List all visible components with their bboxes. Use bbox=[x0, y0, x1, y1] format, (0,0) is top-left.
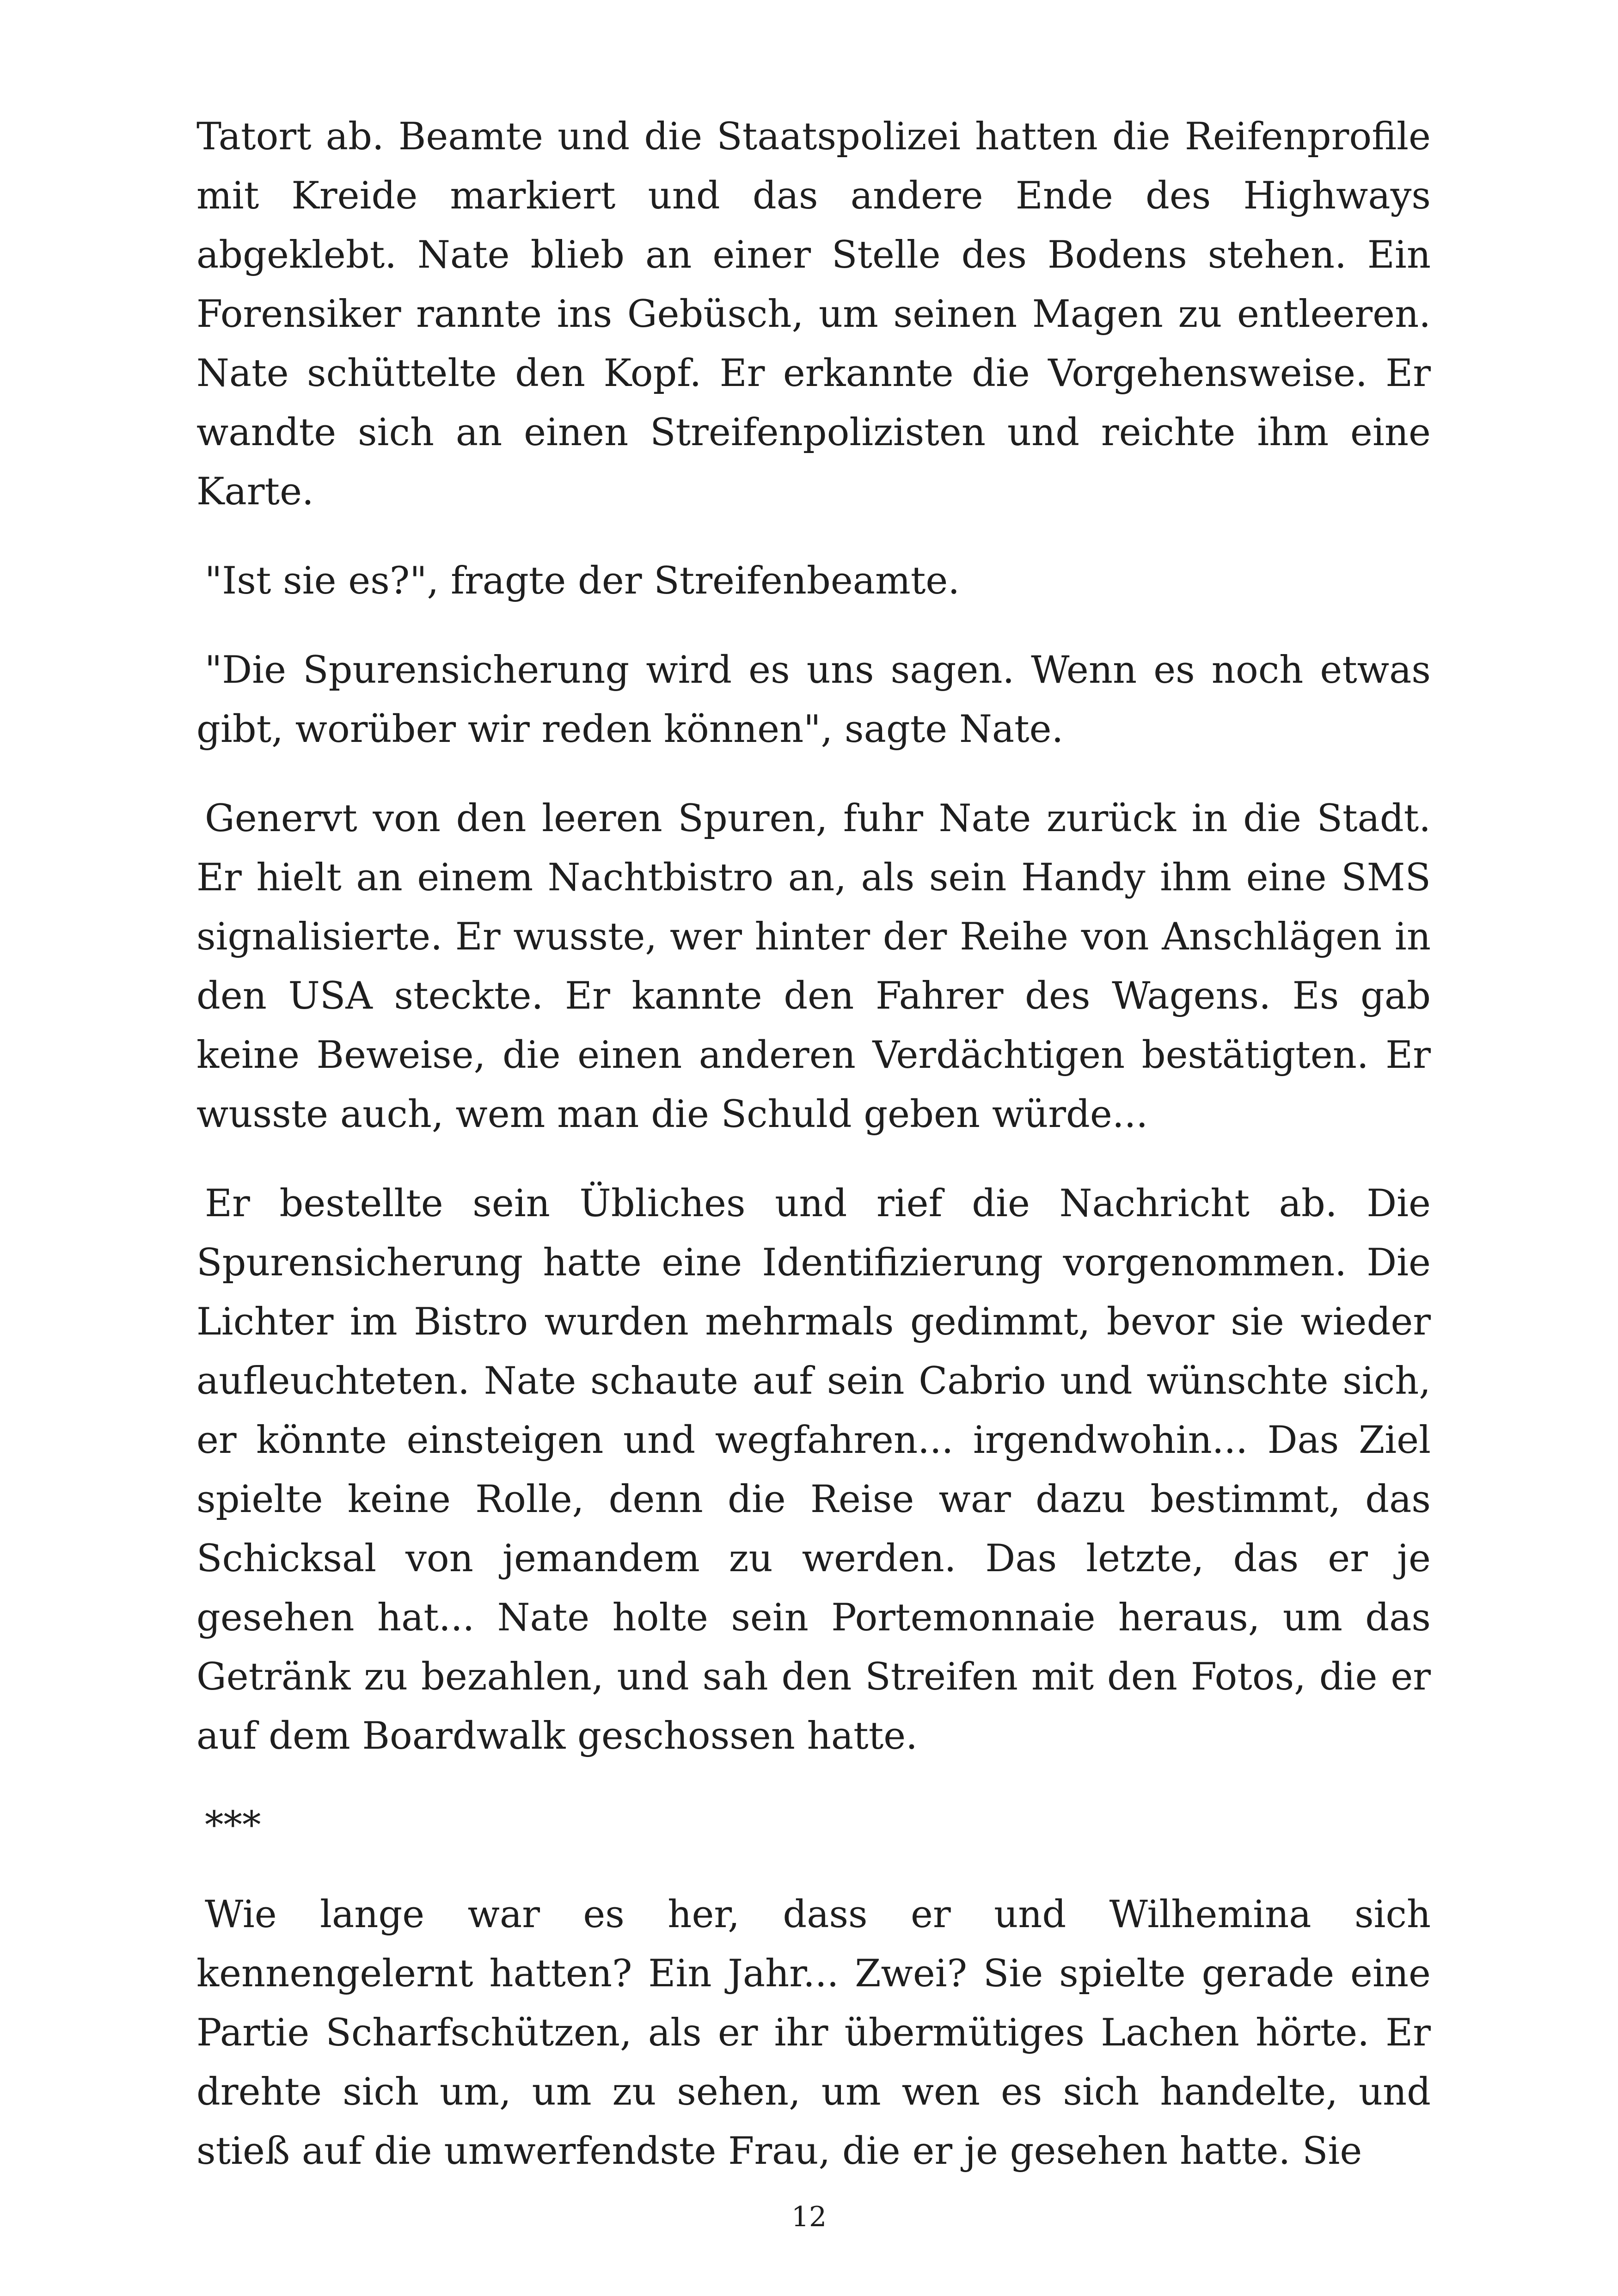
paragraph-answer: "Die Spurensicherung wird es uns sagen. Wenn es noch etwas gibt, worüber wir reden können", sagte Nate. bbox=[196, 649, 1431, 751]
paragraph-question: "Ist sie es?", fragte der Streifenbeamte. bbox=[205, 559, 960, 603]
paragraph-bistro: Er bestellte sein Übliches und rief die Nachricht ab. Die Spurensicherung hatte eine Identifizierung vorgenommen. Die Lichter im Bistro wurden mehrmals gedimmt, bevor sie wieder aufleuchteten. Nate schaute auf sein Cabrio und wünschte sich, er könnte einsteigen und wegfahren... irgendwohin... Das Ziel spielte keine Rolle, denn die Reise war dazu bestimmt, das Schicksal von jemandem zu werden. Das letzte, das er je gesehen hat... Nate holte sein Portemonnaie heraus, um das Getränk zu bezahlen, und sah den Streifen mit den Fotos, die er auf dem Boardwalk geschossen hatte. bbox=[196, 1182, 1431, 1758]
body-text bbox=[196, 107, 1431, 2211]
paragraph-crime-scene: Tatort ab. Beamte und die Staatspolizei hatten die Reifenprofile mit Kreide markiert und das andere Ende des Highways abgeklebt. Nate blieb an einer Stelle des Bodens stehen. Ein Forensiker rannte ins Gebüsch, um seinen Magen zu entleeren. Nate schüttelte den Kopf. Er erkannte die Vorgehensweise. Er wandte sich an einen Streifenpolizisten und reichte ihm eine Karte. bbox=[196, 115, 1431, 514]
paragraph-wilhemina: Wie lange war es her, dass er und Wilhemina sich kennengelernt hatten? Ein Jahr... Zwei? Sie spielte gerade eine Partie Scharfschützen, als er ihr übermütiges Lachen hörte. Er drehte sich um, um zu sehen, um wen es sich handelte, und stieß auf die umwerfendste Frau, die er je gesehen hatte. Sie bbox=[196, 1893, 1431, 2173]
section-separator: *** bbox=[205, 1804, 261, 1847]
page-number: 12 bbox=[791, 2201, 827, 2233]
paragraph-drive-back: Genervt von den leeren Spuren, fuhr Nate zurück in die Stadt. Er hielt an einem Nachtbistro an, als sein Handy ihm eine SMS signalisierte. Er wusste, wer hinter der Reihe von Anschlägen in den USA steckte. Er kannte den Fahrer des Wagens. Es gab keine Beweise, die einen anderen Verdächtigen bestätigten. Er wusste auch, wem man die Schuld geben würde... bbox=[196, 797, 1431, 1136]
